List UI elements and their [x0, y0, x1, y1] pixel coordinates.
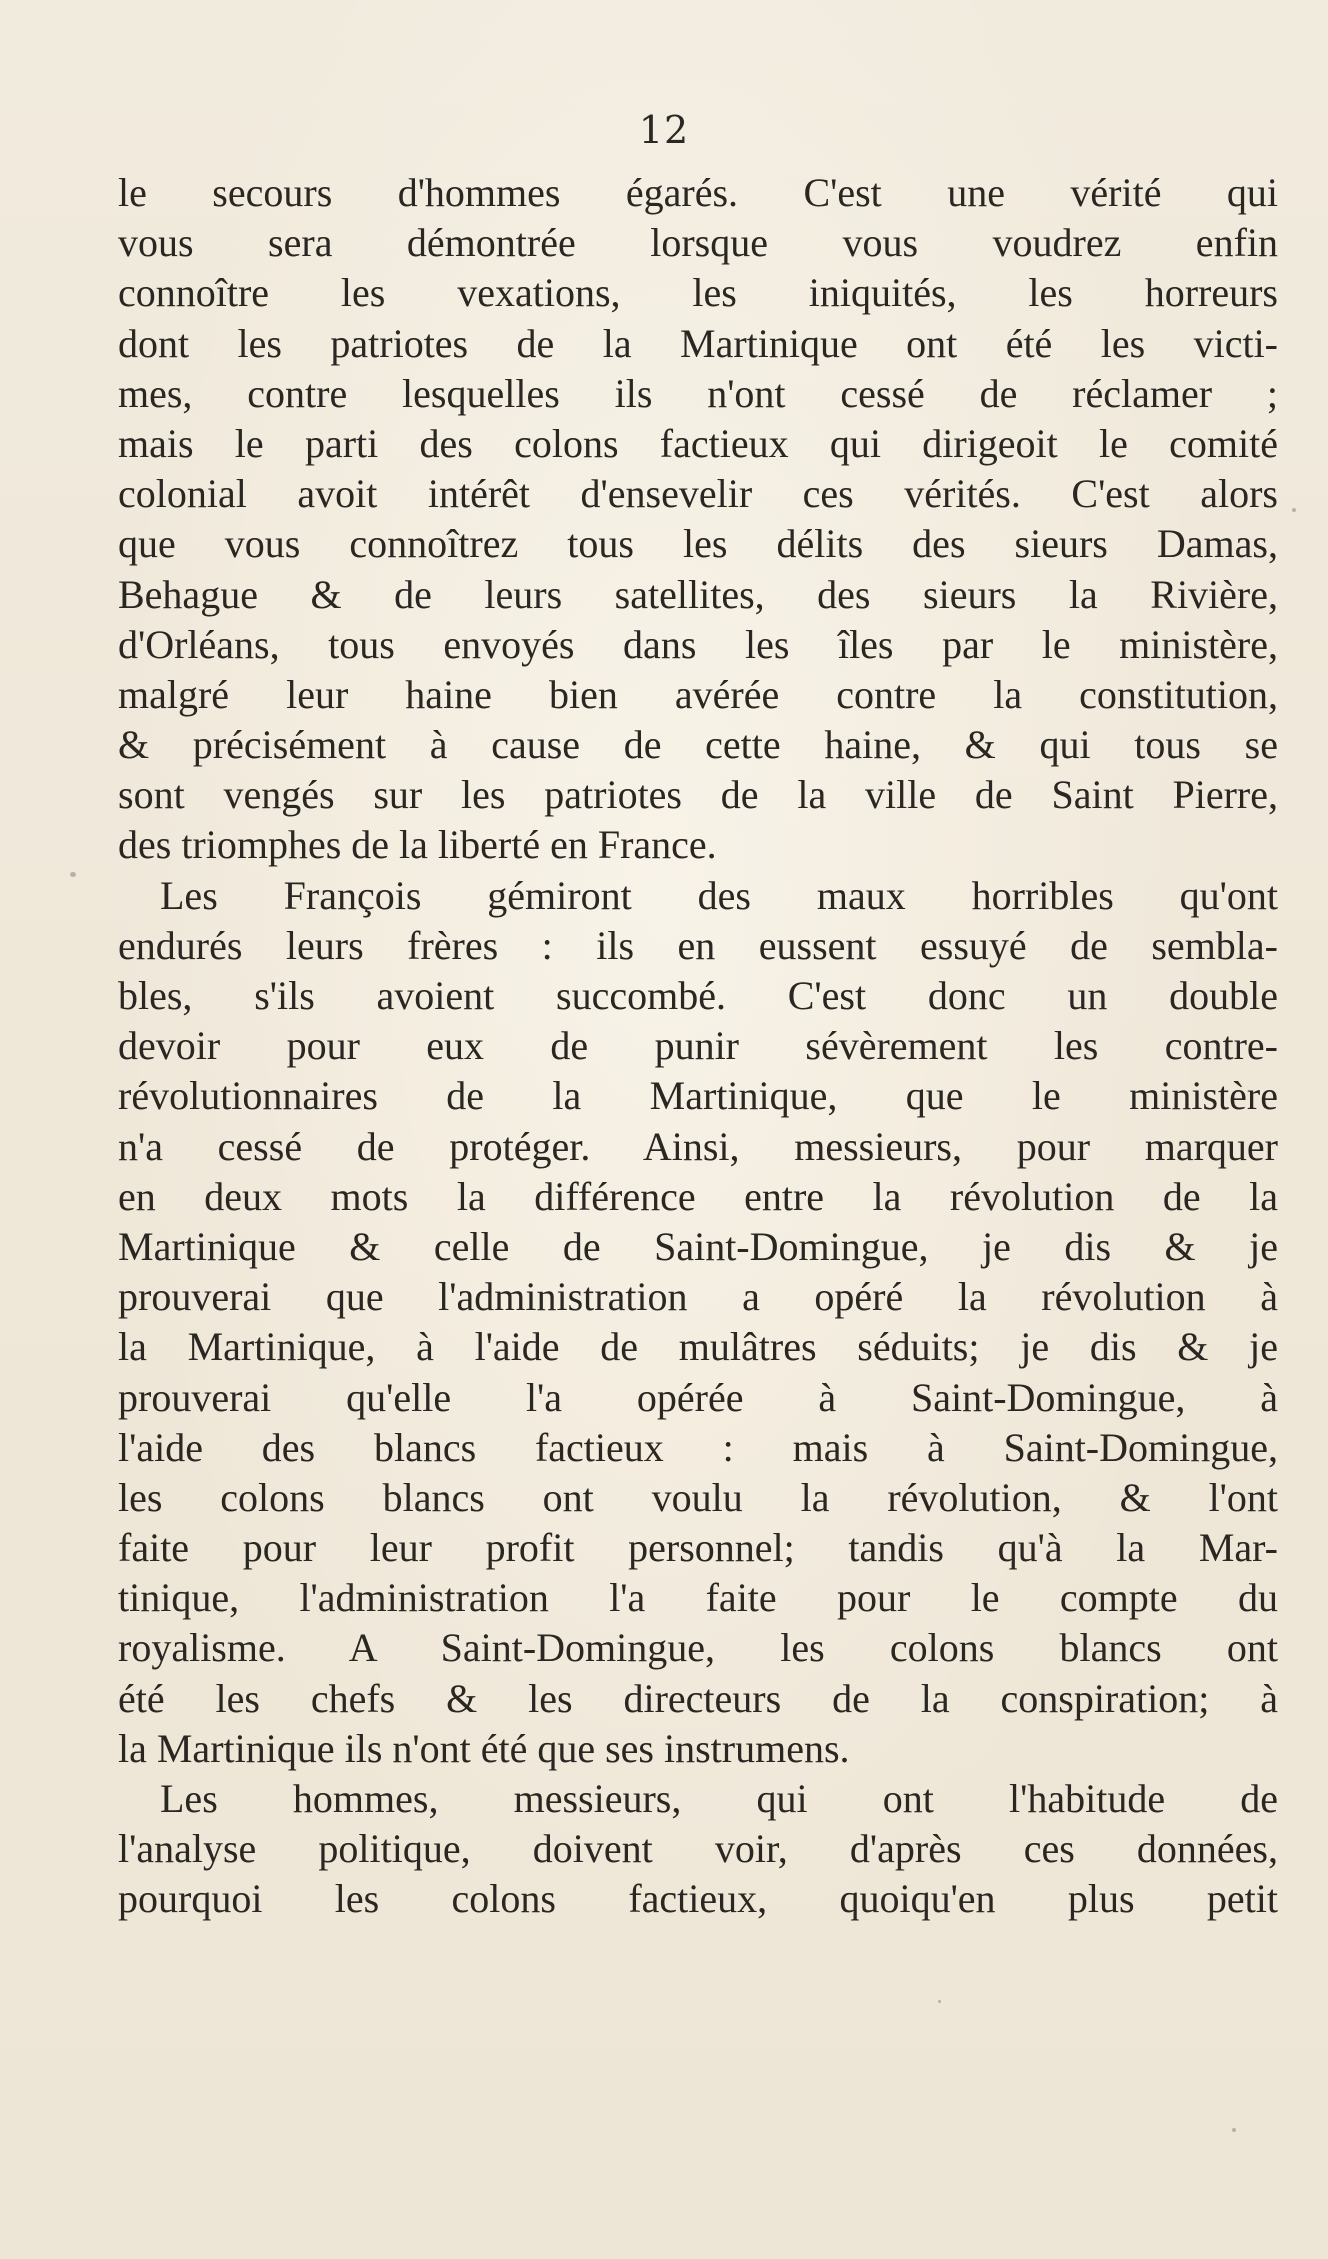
- text-line: colonial avoit intérêt d'ensevelir ces vérités. C'est alors: [118, 471, 1278, 517]
- text-line: & précisément à cause de cette haine, & qui tous se: [118, 722, 1278, 768]
- text-line: en deux mots la différence entre la révolution de la: [118, 1173, 1278, 1219]
- text-line: prouverai que l'administration a opéré la révolution à: [118, 1274, 1278, 1320]
- text-line: prouverai qu'elle l'a opérée à Saint-Domingue, à: [118, 1374, 1278, 1420]
- text-line: que vous connoîtrez tous les délits des sieurs Damas,: [118, 521, 1278, 567]
- text-line: l'analyse politique, doivent voir, d'après ces données,: [118, 1826, 1278, 1872]
- body-text: [118, 168, 1278, 1925]
- text-line: sont vengés sur les patriotes de la ville de Saint Pierre,: [118, 772, 1278, 818]
- text-line: les colons blancs ont voulu la révolution, & l'ont: [118, 1474, 1278, 1520]
- paper-speck: [70, 872, 76, 877]
- text-line: révolutionnaires de la Martinique, que le ministère: [118, 1073, 1278, 1119]
- text-line: endurés leurs frères : ils en eussent essuyé de sembla-: [118, 922, 1278, 968]
- paper-speck: [938, 2000, 941, 2003]
- text-line: vous sera démontrée lorsque vous voudrez enfin: [118, 220, 1278, 266]
- text-line: l'aide des blancs factieux : mais à Saint-Domingue,: [118, 1424, 1278, 1470]
- text-line: Behague & de leurs satellites, des sieurs la Rivière,: [118, 571, 1278, 617]
- text-line: Martinique & celle de Saint-Domingue, je dis & je: [118, 1223, 1278, 1269]
- text-line: malgré leur haine bien avérée contre la constitution,: [118, 671, 1278, 717]
- text-line: été les chefs & les directeurs de la conspiration; à: [118, 1675, 1278, 1721]
- text-line: d'Orléans, tous envoyés dans les îles par le ministère,: [118, 621, 1278, 667]
- text-line: bles, s'ils avoient succombé. C'est donc un double: [118, 973, 1278, 1018]
- page-number: 12: [638, 108, 690, 152]
- text-line: devoir pour eux de punir sévèrement les contre-: [118, 1023, 1278, 1069]
- text-line: n'a cessé de protéger. Ainsi, messieurs, pour marquer: [118, 1123, 1278, 1169]
- text-line: mais le parti des colons factieux qui dirigeoit le comité: [118, 420, 1278, 466]
- text-line: la Martinique ils n'ont été que ses instrumens.: [118, 1725, 850, 1771]
- paragraph-start-line: Les François gémiront des maux horribles qu'ont: [160, 872, 1278, 918]
- text-line: des triomphes de la liberté en France.: [118, 822, 717, 868]
- text-line: tinique, l'administration l'a faite pour le compte du: [118, 1575, 1278, 1621]
- text-line: connoître les vexations, les iniquités, les horreurs: [118, 270, 1278, 316]
- paper-speck: [1292, 508, 1296, 512]
- paragraph-start-line: Les hommes, messieurs, qui ont l'habitude de: [160, 1776, 1278, 1821]
- text-line: faite pour leur profit personnel; tandis qu'à la Mar-: [118, 1525, 1278, 1571]
- text-line: pourquoi les colons factieux, quoiqu'en plus petit: [118, 1876, 1278, 1922]
- paper-speck: [1232, 2128, 1236, 2132]
- text-line: dont les patriotes de la Martinique ont été les victi-: [118, 320, 1278, 366]
- text-line: mes, contre lesquelles ils n'ont cessé de réclamer ;: [118, 370, 1278, 416]
- text-line: le secours d'hommes égarés. C'est une vérité qui: [118, 170, 1278, 215]
- text-line: royalisme. A Saint-Domingue, les colons blancs ont: [118, 1625, 1278, 1671]
- text-line: la Martinique, à l'aide de mulâtres séduits; je dis & je: [118, 1324, 1278, 1370]
